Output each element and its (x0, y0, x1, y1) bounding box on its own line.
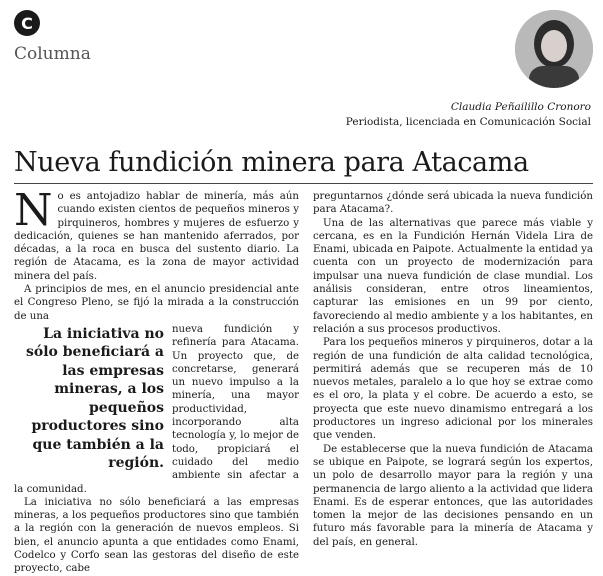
paragraph-2-rest: nueva fundición y refinería para Atacama. Un proyecto que, de concretarse, generará un nuevo impulso a la minería, una mayor productividad, incorporando alta tecnología y, lo mejor de todo, propiciará el cuidado del medio ambiente sin afectar a la comunidad. (14, 323, 299, 495)
paragraph-3: La iniciativa no sólo beneficiará a las empresas mineras, a los pequeños productores sino que también a la región con la generación de nuevos empleos. Si bien, el anuncio apunta a que entidades como Enami, Codelco y Corfo sean las gestoras del diseño de este proyecto, cabe (14, 496, 299, 575)
author-portrait-icon (515, 10, 593, 88)
paragraph-6: Para los pequeños mineros y pirquineros, dotar a la región de una fundición de alta calidad tecnológica, permitirá además que se recuperen más de 10 nuevos metales, paralelo a lo que hoy se extrae como es el oro, la plata y el cobre. De acuerdo a esto, se proyecta que este nuevo dinamismo entregará a los productores un ingreso adicional por los minerales que venden. (313, 337, 593, 442)
author-byline (346, 100, 591, 130)
paragraph-4: preguntarnos ¿dónde será ubicada la nueva fundición para Atacama?. (313, 191, 593, 216)
paragraph-2-lead: A principios de mes, en el anuncio presidencial ante el Congreso Pleno, se fijó la mirada a la construcción de una (14, 284, 299, 322)
author-role: Periodista, licenciada en Comunicación Social (345, 116, 591, 128)
drop-cap: N (14, 185, 53, 236)
paragraph-1-text: o es antojadizo hablar de minería, más aún cuando existen cientos de pequeños mineros y pirquineros, hombres y mujeres de esfuerzo y dedicación, quienes se han mantenido aferrados, por décadas, a la roca en busca del sustento diario. La región de Atacama, es la zona de mayor actividad minera del país. (14, 191, 299, 282)
paragraph-1 (14, 185, 299, 283)
column-badge: C (14, 10, 40, 36)
pull-quote: La iniciativa no sólo beneficiará a las empresas mineras, a los pequeños productores sino que también a la región. (25, 325, 164, 472)
section-label: Columna (14, 44, 91, 64)
paragraph-5: Una de las alternativas que parece más viable y cercana, es en la Fundición Hernán Videla Lira de Enami, ubicada en Paipote. Actualmente la entidad ya cuenta con un proyecto de modernización para impulsar una nueva fundición de clase mundial. Los análisis consideran, entre otros lineamientos, capturar las emisiones en un 99 por ciento, favoreciendo al medio ambiente y a los habitantes, en relación a sus procesos productivos. (313, 217, 593, 335)
headline-divider (14, 183, 593, 184)
article-column-2 (313, 190, 593, 549)
author-photo (515, 10, 593, 88)
author-name: Claudia Peñailillo Cronoro (450, 101, 591, 113)
paragraph-7: De establecerse que la nueva fundición de Atacama se ubique en Paipote, se logrará según los expertos, un polo de desarrollo mayor para la región y una permanencia de largo aliento a la actividad que lidera Enami. Es de esperar entonces, que las autoridades tomen la mejor de las decisiones pensando en un futuro más favorable para la minería de Atacama y del país, en general. (313, 443, 593, 548)
headline: Nueva fundición minera para Atacama (14, 147, 529, 178)
article-column-1 (14, 185, 299, 576)
